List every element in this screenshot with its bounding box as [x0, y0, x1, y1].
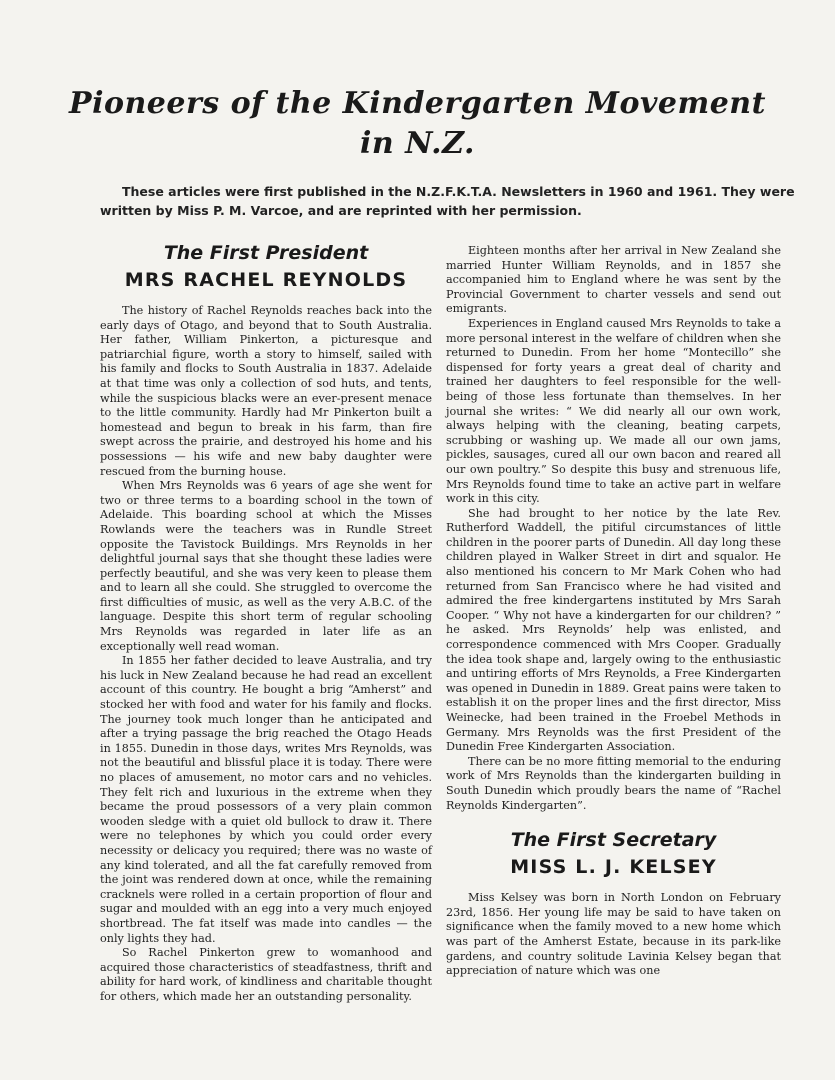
- body-paragraph: When Mrs Reynolds was 6 years of age she went for two or three terms to a boarding school in the town of Adelaide. This boarding school at which the Misses Rowlands were the teachers was in Rundle Street opposite the Tavistock Buildings. Mrs Reynolds in her delightful journal says that she thought these ladies were perfectly beautiful, and she was very keen to please them and to learn all she could. She struggled to overcome the first difficulties of music, as well as the very A.B.C. of the language. Despite this short term of regular schooling Mrs Reynolds was regarded in later life as an exceptionally well read woman.: [100, 479, 432, 653]
- body-paragraph: Experiences in England caused Mrs Reynolds to take a more personal interest in the welfare of children when she returned to Dunedin. From her home “Montecillo” she dispensed for forty years a great deal of charity and trained her daughters to feel responsible for the well-being of those less fortunate than themselves. In her journal she writes: “ We did nearly all our own work, always helping with the cleaning, beating carpets, scrubbing or washing up. We made all our own jams, pickles, sausages, cured all our own bacon and reared all our own poultry.” So despite this busy and strenuous life, Mrs Reynolds found time to take an active part in welfare work in this city.: [446, 316, 781, 506]
- right-column: [446, 244, 781, 979]
- page-title-line-1: Pioneers of the Kindergarten Movement: [69, 86, 766, 121]
- left-column: [100, 240, 432, 1005]
- section-name: MRS RACHEL REYNOLDS: [124, 269, 408, 291]
- body-paragraph: The history of Rachel Reynolds reaches back into the early days of Otago, and beyond that to South Australia. Her father, William Pinkerton, a picturesque and patriarchial figure, worth a story to himself, sailed with his family and flocks to South Australia in 1837. Adelaide at that time was only a collection of sod huts, and tents, while the suspicious blacks were an ever-present menace to the little community. Hardly had Mr Pinkerton built a homestead and begun to break in his farm, than fire swept across the prairie, and destroyed his home and his possessions — his wife and new baby daughter were rescued from the burning house.: [100, 304, 432, 478]
- body-paragraph: In 1855 her father decided to leave Australia, and try his luck in New Zealand because he had read an excellent account of this country. He bought a brig “Amherst” and stocked her with food and water for his family and flocks. The journey took much longer than he anticipated and after a trying passage the brig reached the Otago Heads in 1855. Dunedin in those days, writes Mrs Reynolds, was not the beautiful and blissful place it is today. There were no places of amusement, no motor cars and no vehicles. They felt rich and luxurious in the extreme when they became the proud possessors of a very plain common wooden sledge with a quiet old bullock to draw it. There were no telephones by which you could order every necessity or delicacy you required; there was no waste of any kind tolerated, and all the fat carefully removed from the joint was rendered down at once, while the remaining cracknels were rolled in a certain proportion of flour and sugar and moulded with an egg into a very much enjoyed shortbread. The fat itself was made into candles — the only lights they had.: [100, 654, 432, 945]
- section-name: MISS L. J. KELSEY: [510, 856, 717, 879]
- intro-paragraph: These articles were first published in the N.Z.F.K.T.A. Newsletters in 1960 and 1961. They were written by Miss P. M. Varcoe, and are reprinted with her permission.: [100, 184, 795, 218]
- section-heading-secretary: [446, 827, 781, 881]
- body-paragraph: Miss Kelsey was born in North London on February 23rd, 1856. Her young life may be said to have taken on significance when the family moved to a new home which was part of the Amherst Estate, because in its park-like gardens, and country solitude Lavinia Kelsey began that appreciation of nature which was one: [446, 891, 781, 978]
- section-subtitle: The First President: [163, 242, 369, 264]
- page-title: [40, 84, 795, 164]
- section-heading-president: [100, 240, 432, 294]
- body-paragraph: So Rachel Pinkerton grew to womanhood and acquired those characteristics of steadfastness, thrift and ability for hard work, of kindliness and charitable thought for others, which made her an outstanding personality.: [100, 946, 432, 1003]
- body-paragraph: She had brought to her notice by the late Rev. Rutherford Waddell, the pitiful circumstances of little children in the poorer parts of Dunedin. All day long these children played in Walker Street in dirt and squalor. He also mentioned his concern to Mr Mark Cohen who had returned from San Francisco where he had visited and admired the free kindergartens instituted by Mrs Sarah Cooper. “ Why not have a kindergarten for our children? ” he asked. Mrs Reynolds’ help was enlisted, and correspondence commenced with Mrs Cooper. Gradually the idea took shape and, largely owing to the enthusiastic and untiring efforts of Mrs Reynolds, a Free Kindergarten was opened in Dunedin in 1889. Great pains were taken to establish it on the proper lines and the first director, Miss Weinecke, had been trained in the Froebel Methods in Germany. Mrs Reynolds was the first President of the Dunedin Free Kindergarten Association.: [446, 506, 781, 754]
- body-paragraph: Eighteen months after her arrival in New Zealand she married Hunter William Reynolds, and in 1857 she accompanied him to England where he was sent by the Provincial Government to charter vessels and send out emigrants.: [446, 244, 781, 316]
- section-subtitle: The First Secretary: [510, 829, 717, 852]
- body-paragraph: There can be no more fitting memorial to the enduring work of Mrs Reynolds than the kindergarten building in South Dunedin which proudly bears the name of “Rachel Reynolds Kindergarten”.: [446, 754, 781, 812]
- page-title-line-2: in N.Z.: [360, 126, 475, 161]
